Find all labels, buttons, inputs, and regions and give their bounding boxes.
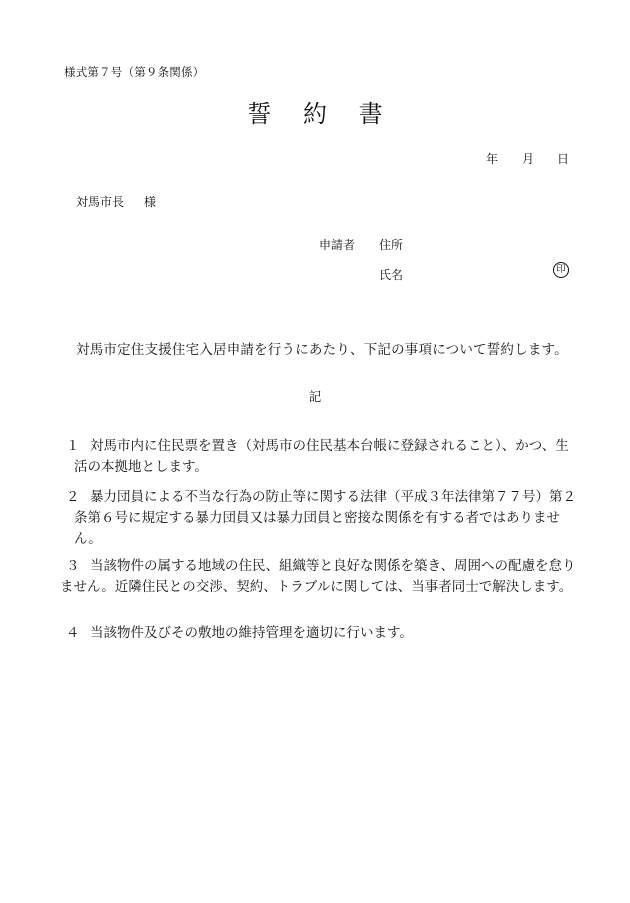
addressee-honorific: 様 xyxy=(144,195,157,209)
pledge-item-3 xyxy=(60,556,586,598)
form-number: 様式第７号（第９条関係） xyxy=(64,65,205,79)
name-label: 氏名 xyxy=(379,268,404,282)
pledge-item-4 xyxy=(66,623,586,644)
date-year-label: 年 xyxy=(486,152,499,166)
title-char: 誓 xyxy=(247,100,272,128)
seal-mark: 印 xyxy=(553,262,569,278)
title-char: 約 xyxy=(303,100,327,128)
document-title xyxy=(0,94,630,129)
item-text-line: 暴力団員による不当な行為の防止等に関する法律（平成３年法律第７７号）第２ xyxy=(90,489,576,505)
addressee-name: 対馬市長 xyxy=(76,195,125,209)
item-text-line: 対馬市内に住民票を置き（対馬市の住民基本台帳に登録されること）、かつ、生 xyxy=(90,438,569,454)
item-text-line: 条第６号に規定する暴力団員又は暴力団員と密接な関係を有する者ではありませ xyxy=(74,510,560,526)
item-text-line: ません。近隣住民との交渉、契約、トラブルに関しては、当事者同士で解決します。 xyxy=(60,579,573,595)
item-number: １ xyxy=(66,438,80,454)
pledge-item-2 xyxy=(66,487,586,550)
date-day-label: 日 xyxy=(557,152,570,166)
address-label: 住所 xyxy=(379,238,404,252)
item-number: ３ xyxy=(66,558,80,574)
item-number: ４ xyxy=(66,625,80,641)
declaration-text: 対馬市定住支援住宅入居申請を行うにあたり、下記の事項について誓約します。 xyxy=(76,342,568,358)
item-text-line: 当該物件及びその敷地の維持管理を適切に行います。 xyxy=(90,625,413,641)
title-char: 書 xyxy=(358,100,383,128)
date-month-label: 月 xyxy=(522,152,535,166)
item-text-line: 活の本拠地とします。 xyxy=(74,459,208,475)
item-text-line: 当該物件の属する地域の住民、組織等と良好な関係を築き、周囲への配慮を怠り xyxy=(90,558,576,574)
ki-heading: 記 xyxy=(308,389,322,404)
applicant-label: 申請者 xyxy=(319,238,356,252)
pledge-item-1 xyxy=(66,436,586,478)
item-text-line: ん。 xyxy=(74,531,102,547)
item-number: ２ xyxy=(66,489,80,505)
